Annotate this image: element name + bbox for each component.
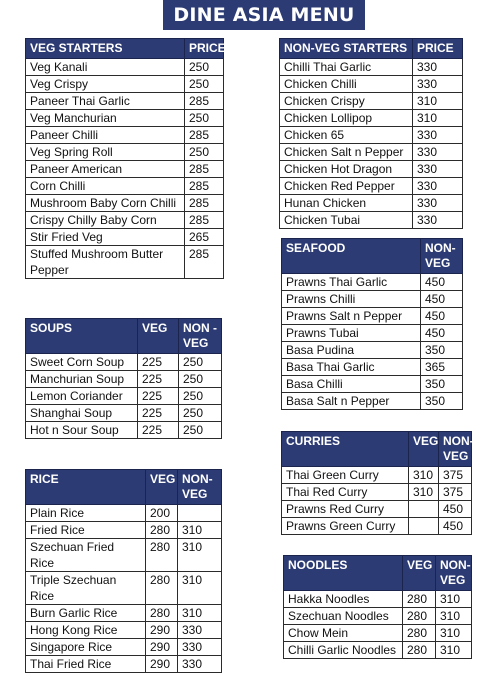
dish-name: Prawns Tubai: [282, 325, 421, 342]
dish-name: Paneer American: [26, 161, 185, 178]
dish-price: 225: [138, 422, 179, 439]
column-header: SOUPS: [26, 319, 138, 354]
table-row: [26, 422, 222, 439]
dish-price: 280: [403, 642, 436, 659]
dish-price: 250: [179, 388, 222, 405]
dish-name: Paneer Thai Garlic: [26, 93, 185, 110]
table-row: [284, 642, 472, 659]
dish-price: 310: [178, 539, 222, 572]
dish-name: Paneer Chilli: [26, 127, 185, 144]
table-row: [282, 467, 472, 484]
dish-price: 285: [185, 212, 224, 229]
table-row: [26, 388, 222, 405]
dish-name: Hot n Sour Soup: [26, 422, 138, 439]
dish-price: 250: [185, 59, 224, 76]
table-row: [280, 59, 463, 76]
table-row: [26, 76, 224, 93]
column-header: PRICE: [185, 39, 224, 59]
table-row: [26, 229, 224, 246]
column-header: NON-VEG: [436, 556, 472, 591]
dish-name: Chicken Red Pepper: [280, 178, 413, 195]
dish-price: 330: [413, 144, 463, 161]
table-row: [280, 110, 463, 127]
dish-price: 310: [436, 642, 472, 659]
table-row: [282, 393, 463, 410]
table-row: [26, 572, 222, 605]
column-header: NON -VEG: [179, 319, 222, 354]
dish-name: Szechuan Fried Rice: [26, 539, 146, 572]
dish-name: Chicken Crispy: [280, 93, 413, 110]
dish-price: 330: [413, 212, 463, 229]
dish-price: 285: [185, 195, 224, 212]
dish-price: 250: [179, 405, 222, 422]
dish-name: Prawns Red Curry: [282, 501, 409, 518]
dish-price: 250: [185, 110, 224, 127]
dish-price: 250: [179, 422, 222, 439]
column-header: VEG STARTERS: [26, 39, 185, 59]
dish-name: Chicken Lollipop: [280, 110, 413, 127]
dish-price: 450: [439, 501, 472, 518]
dish-name: Plain Rice: [26, 505, 146, 522]
dish-name: Prawns Salt n Pepper: [282, 308, 421, 325]
table-row: [282, 325, 463, 342]
dish-price: 450: [421, 274, 463, 291]
dish-name: Thai Red Curry: [282, 484, 409, 501]
column-header: NOODLES: [284, 556, 403, 591]
column-header: VEG: [409, 432, 439, 467]
dish-price: 290: [146, 622, 178, 639]
table-row: [282, 291, 463, 308]
dish-price: 375: [439, 484, 472, 501]
dish-price: 450: [421, 325, 463, 342]
dish-name: Veg Spring Roll: [26, 144, 185, 161]
dish-price: 310: [178, 605, 222, 622]
table-row: [280, 93, 463, 110]
dish-price: 290: [146, 639, 178, 656]
dish-price: 225: [138, 405, 179, 422]
dish-price: 280: [146, 522, 178, 539]
dish-price: 285: [185, 178, 224, 195]
dish-price: 285: [185, 246, 224, 279]
rice-table: [25, 469, 222, 673]
dish-name: Hong Kong Rice: [26, 622, 146, 639]
table-row: [282, 501, 472, 518]
dish-price: 250: [179, 354, 222, 371]
column-header: SEAFOOD: [282, 239, 421, 274]
dish-price: 330: [413, 195, 463, 212]
table-row: [284, 591, 472, 608]
dish-price: 310: [178, 572, 222, 605]
column-header: NON-VEG: [421, 239, 463, 274]
table-header-row: [26, 39, 224, 59]
table-row: [280, 127, 463, 144]
table-header-row: [284, 556, 472, 591]
table-row: [280, 212, 463, 229]
dish-name: Veg Crispy: [26, 76, 185, 93]
dish-name: Basa Thai Garlic: [282, 359, 421, 376]
dish-price: [409, 518, 439, 535]
column-header: VEG: [403, 556, 436, 591]
dish-name: Chicken Tubai: [280, 212, 413, 229]
dish-name: Basa Salt n Pepper: [282, 393, 421, 410]
dish-price: 280: [146, 605, 178, 622]
dish-price: 330: [413, 76, 463, 93]
dish-price: 375: [439, 467, 472, 484]
dish-price: 350: [421, 342, 463, 359]
dish-price: 310: [409, 484, 439, 501]
table-row: [26, 59, 224, 76]
dish-name: Chicken Salt n Pepper: [280, 144, 413, 161]
table-row: [280, 178, 463, 195]
dish-name: Stir Fried Veg: [26, 229, 185, 246]
dish-price: 330: [413, 127, 463, 144]
dish-price: 280: [403, 625, 436, 642]
dish-price: 310: [436, 625, 472, 642]
dish-name: Veg Manchurian: [26, 110, 185, 127]
dish-name: Shanghai Soup: [26, 405, 138, 422]
menu-title: DINE ASIA MENU: [163, 0, 365, 30]
non-veg-starters-table: [279, 38, 463, 229]
table-header-row: [26, 319, 222, 354]
dish-name: Szechuan Noodles: [284, 608, 403, 625]
dish-name: Chow Mein: [284, 625, 403, 642]
dish-name: Triple Szechuan Rice: [26, 572, 146, 605]
dish-price: 310: [409, 467, 439, 484]
table-row: [280, 161, 463, 178]
dish-price: 350: [421, 393, 463, 410]
dish-price: 450: [439, 518, 472, 535]
dish-price: 330: [178, 656, 222, 673]
dish-price: 225: [138, 388, 179, 405]
table-row: [26, 405, 222, 422]
seafood-table: [281, 238, 463, 410]
table-row: [26, 110, 224, 127]
dish-price: 285: [185, 93, 224, 110]
table-row: [284, 625, 472, 642]
dish-name: Chicken Chilli: [280, 76, 413, 93]
curries-table: [281, 431, 472, 535]
table-row: [26, 371, 222, 388]
table-row: [282, 308, 463, 325]
dish-price: 265: [185, 229, 224, 246]
dish-price: 280: [403, 591, 436, 608]
table-row: [26, 605, 222, 622]
dish-name: Veg Kanali: [26, 59, 185, 76]
table-row: [26, 539, 222, 572]
dish-price: 450: [421, 291, 463, 308]
dish-price: 310: [436, 591, 472, 608]
table-header-row: [282, 239, 463, 274]
dish-name: Prawns Thai Garlic: [282, 274, 421, 291]
table-header-row: [280, 39, 463, 59]
dish-price: 250: [185, 144, 224, 161]
dish-price: 285: [185, 127, 224, 144]
dish-price: 330: [178, 639, 222, 656]
table-row: [280, 76, 463, 93]
veg-starters-table: [25, 38, 224, 279]
dish-price: 225: [138, 354, 179, 371]
dish-price: 310: [436, 608, 472, 625]
column-header: VEG: [146, 470, 178, 505]
table-row: [282, 342, 463, 359]
column-header: PRICE: [413, 39, 463, 59]
dish-price: 225: [138, 371, 179, 388]
dish-name: Crispy Chilly Baby Corn: [26, 212, 185, 229]
table-row: [282, 274, 463, 291]
dish-price: 280: [146, 539, 178, 572]
dish-name: Burn Garlic Rice: [26, 605, 146, 622]
dish-price: 310: [413, 93, 463, 110]
table-row: [26, 354, 222, 371]
table-row: [26, 212, 224, 229]
dish-name: Mushroom Baby Corn Chilli: [26, 195, 185, 212]
dish-name: Sweet Corn Soup: [26, 354, 138, 371]
dish-name: Prawns Green Curry: [282, 518, 409, 535]
table-row: [26, 178, 224, 195]
dish-price: 290: [146, 656, 178, 673]
table-row: [26, 622, 222, 639]
table-row: [282, 359, 463, 376]
dish-price: 285: [185, 161, 224, 178]
column-header: RICE: [26, 470, 146, 505]
dish-name: Lemon Coriander: [26, 388, 138, 405]
dish-price: 330: [413, 59, 463, 76]
table-row: [26, 127, 224, 144]
table-row: [26, 93, 224, 110]
table-row: [282, 518, 472, 535]
table-row: [26, 639, 222, 656]
table-row: [280, 144, 463, 161]
dish-name: Chilli Thai Garlic: [280, 59, 413, 76]
dish-price: 365: [421, 359, 463, 376]
dish-price: 250: [185, 76, 224, 93]
dish-name: Singapore Rice: [26, 639, 146, 656]
dish-name: Chicken Hot Dragon: [280, 161, 413, 178]
dish-price: 280: [146, 572, 178, 605]
table-row: [26, 656, 222, 673]
dish-name: Stuffed Mushroom Butter Pepper: [26, 246, 185, 279]
dish-price: 310: [413, 110, 463, 127]
dish-name: Basa Pudina: [282, 342, 421, 359]
column-header: NON-VEG STARTERS: [280, 39, 413, 59]
dish-name: Chilli Garlic Noodles: [284, 642, 403, 659]
table-row: [26, 195, 224, 212]
column-header: VEG: [138, 319, 179, 354]
dish-name: Prawns Chilli: [282, 291, 421, 308]
column-header: NON-VEG: [439, 432, 472, 467]
dish-price: 330: [413, 178, 463, 195]
table-row: [26, 144, 224, 161]
soups-table: [25, 318, 222, 439]
dish-price: 350: [421, 376, 463, 393]
dish-price: [409, 501, 439, 518]
table-row: [282, 376, 463, 393]
table-header-row: [282, 432, 472, 467]
dish-name: Hakka Noodles: [284, 591, 403, 608]
dish-name: Thai Fried Rice: [26, 656, 146, 673]
table-row: [26, 161, 224, 178]
dish-name: Hunan Chicken: [280, 195, 413, 212]
dish-name: Corn Chilli: [26, 178, 185, 195]
dish-price: 330: [413, 161, 463, 178]
column-header: CURRIES: [282, 432, 409, 467]
noodles-table: [283, 555, 472, 659]
dish-name: Chicken 65: [280, 127, 413, 144]
dish-name: Fried Rice: [26, 522, 146, 539]
table-row: [26, 522, 222, 539]
dish-price: 330: [178, 622, 222, 639]
dish-price: 250: [179, 371, 222, 388]
column-header: NON-VEG: [178, 470, 222, 505]
table-header-row: [26, 470, 222, 505]
table-row: [284, 608, 472, 625]
dish-price: 280: [403, 608, 436, 625]
dish-price: 450: [421, 308, 463, 325]
table-row: [282, 484, 472, 501]
dish-price: 200: [146, 505, 178, 522]
table-row: [280, 195, 463, 212]
dish-price: 310: [178, 522, 222, 539]
table-row: [26, 505, 222, 522]
dish-name: Basa Chilli: [282, 376, 421, 393]
dish-name: Manchurian Soup: [26, 371, 138, 388]
dish-price: [178, 505, 222, 522]
table-row: [26, 246, 224, 279]
dish-name: Thai Green Curry: [282, 467, 409, 484]
